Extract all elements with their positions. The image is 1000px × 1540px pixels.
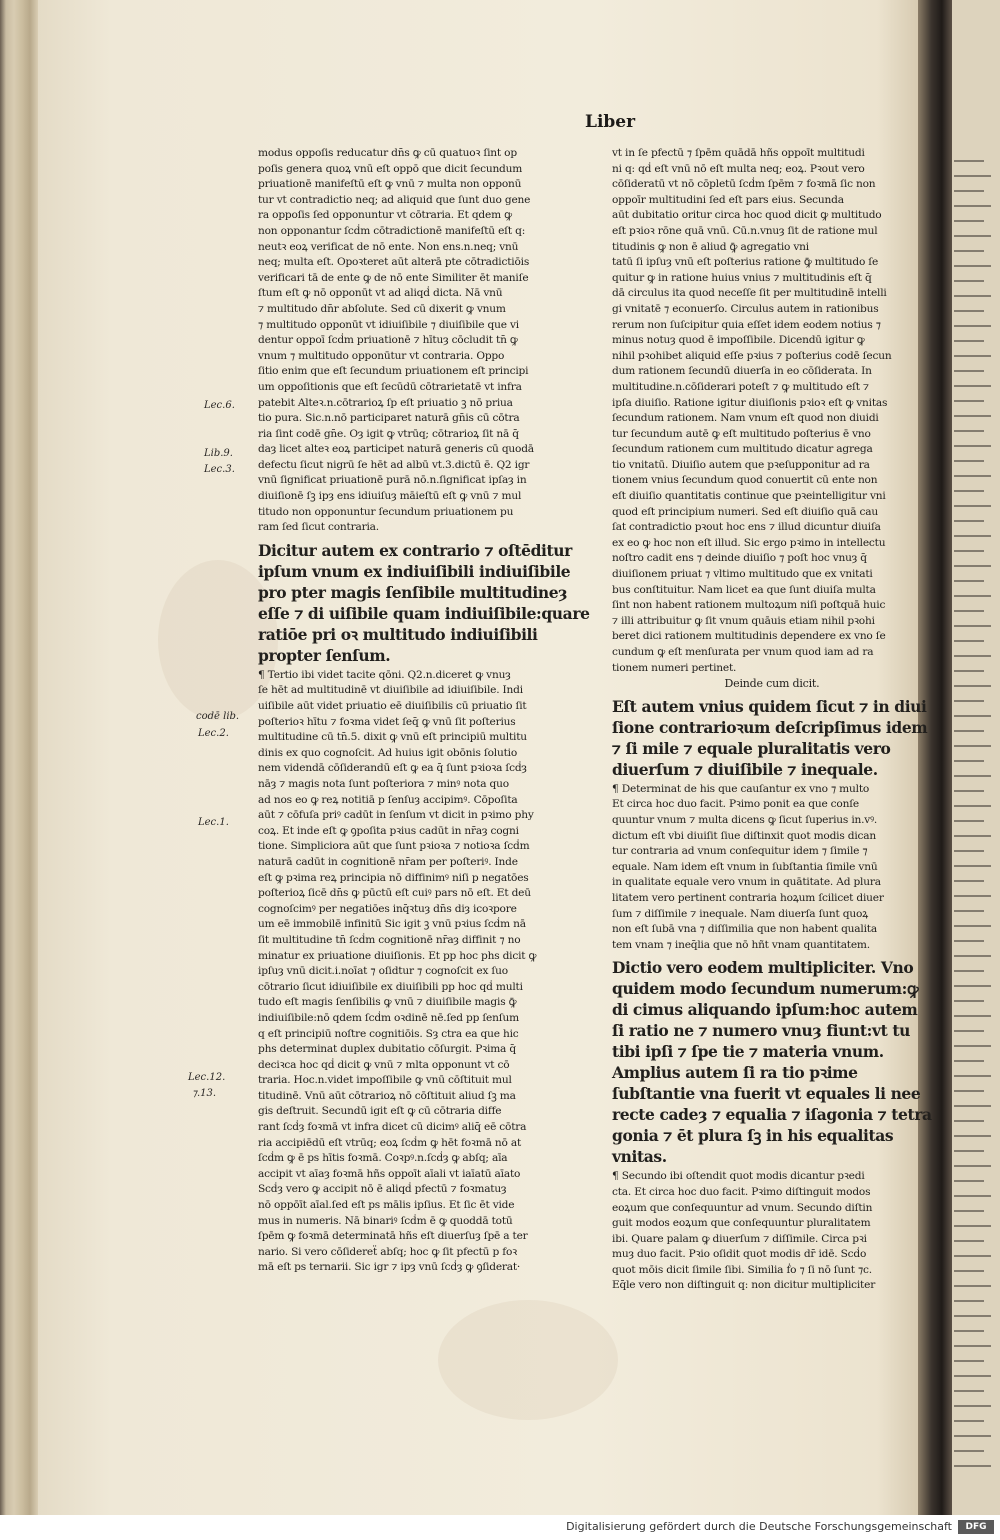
facing-page-text-line [954, 385, 991, 387]
facing-page-text-line [954, 805, 991, 807]
text-line: rant ſcḋȝ foꝛmā vt infra dicet cū dicimꝰ aliq̄ eē cōtra [258, 1121, 527, 1134]
text-line: verificari tā de ente ꝙ de nō ente Similiter ēt maniſe [258, 271, 529, 284]
text-line: ſecundum rationem cum multitudo dicatur agrega [612, 443, 873, 456]
facing-page-text-line [954, 1420, 984, 1422]
text-line: ni q: qḋ eſt vnū nō eſt multa neq; eoꝝ. Pꝛout vero [612, 162, 865, 175]
text-line: coꝝ. Et inde eſt ꝙ ꝯpoſita pꝛius cadūt in nr̄aȝ cogni [258, 824, 519, 837]
text-line: ſe hēt ad multitudinē vt diuiſibile ad idiuiſibile. Indi [258, 684, 523, 697]
text-line: ſit multitudine tn̄ ſcḋm cognitionē nr̄aȝ diffinit ⁊ no [258, 933, 521, 946]
facing-page-text-line [954, 1360, 984, 1362]
text-line: oppoīr multitudini ſed eſt pars eius. Secunda [612, 193, 844, 206]
commentary-block [258, 146, 603, 536]
facing-page-text-line [954, 280, 984, 282]
text-line: tione. Simpliciora aūt que ſunt pꝛioꝛa ⁊ notioꝛa ſcḋm [258, 840, 530, 853]
text-line: vt in ſe pfectū ⁊ ſpēm quādā hñs oppoīt multitudi [612, 147, 865, 159]
text-line: ſecundum rationem. Nam vnum eſt quod non diuidi [612, 412, 879, 425]
facing-page-text-line [954, 1285, 991, 1287]
text-line: ſitio enim que eſt ſecundum priuationem eſt principi [258, 365, 529, 378]
facing-page-text-line [954, 550, 984, 552]
text-line: eoꝝum que conſequuntur ad vnum. Secundo diſtin [612, 1201, 873, 1214]
text-line: poſis genera quoꝝ vnū eſt oppō que dicit ſecundum [258, 162, 523, 175]
text-line: ſcḋm ꝙ ē ps hītis foꝛmā. Coꝛpꝰ.n.ſcḋȝ ꝙ abſq; aīa [258, 1152, 508, 1165]
text-line: nario. Si vero cōſidereẗ abſq; hoc ꝙ ſit pfectū p foꝛ [258, 1245, 517, 1258]
text-line: dā circulus ita quod neceſſe ſit per multitudinē intelli [612, 287, 887, 300]
facing-page-text-line [954, 235, 991, 237]
text-line: cundum ꝙ eſt menſurata per vnum quod iam ad ra [612, 646, 874, 658]
facing-page-edge [952, 0, 1000, 1515]
funding-credit: Digitalisierung gefördert durch die Deutsche Forschungsgemeinschaft [566, 1520, 952, 1533]
text-line: neq; multa eſt. Opoꝛteret aūt alterā pte cōtradictiōis [258, 256, 530, 269]
text-line: tur ſecundum autē ꝙ eſt multitudo poſterius ē vno [612, 427, 871, 440]
commentary-block [612, 1169, 932, 1294]
text-line: cta. Et circa hoc duo facit. Pꝛimo diſtinguit modos [612, 1185, 871, 1198]
facing-page-text-line [954, 190, 984, 192]
text-line: Et circa hoc duo facit. Pꝛimo ponit ea que conſe [612, 798, 860, 811]
facing-page-text-line [954, 1450, 984, 1452]
facing-page-text-line [954, 745, 991, 747]
section-intro: Deinde cum dicit. [724, 677, 820, 691]
facing-page-text-line [954, 985, 991, 987]
text-line: bus conſtituitur. Nam licet ea que ſunt diuiſa multa [612, 583, 876, 596]
facing-page-text-line [954, 835, 991, 837]
facing-page-text-line [954, 220, 984, 222]
text-line: ram ſed ſicut contraria. [258, 521, 379, 534]
right-text-column [612, 146, 932, 1294]
text-line: noſtro cadit ens ⁊ deinde diuiſio ⁊ poſt hoc vnuȝ q̄ [612, 552, 867, 565]
facing-page-text-line [954, 1075, 991, 1077]
facing-page-text-line [954, 1375, 991, 1377]
facing-page-text-line [954, 175, 991, 177]
text-line: modus oppoſis reducatur dn̄s ꝙ cū quatuoꝛ ſint op [258, 147, 517, 159]
text-line: dum rationem ſecundū diuerſa in eo cōſiderata. In [612, 365, 872, 378]
facing-page-text-line [954, 970, 984, 972]
text-line: mus in numeris. Nā binariꝰ ſcḋm ē ꝙ quoddā totū [258, 1214, 513, 1227]
facing-page-text-line [954, 1240, 984, 1242]
dfg-logo: DFG [958, 1520, 994, 1534]
text-line: minus notuȝ quod ē impoſſibile. Dicendū igitur ꝙ [612, 334, 865, 347]
text-line: gi vnitatē ⁊ econuerſo. Circulus autem in rationibus [612, 302, 879, 315]
text-line: deciꝛca hoc qḋ dicit ꝙ vnū ⁊ mlta opponunt vt cō [258, 1058, 510, 1071]
facing-page-text-line [954, 430, 984, 432]
text-line: phs determinat duplex dubitatio cōſurgit. Pꝛima q̄ [258, 1043, 516, 1056]
facing-page-text-line [954, 205, 991, 207]
facing-page-text-line [954, 1315, 991, 1317]
facing-page-text-line [954, 1270, 984, 1272]
text-line: dinis ex quo cognoſcit. Ad huius igit obōnis ſolutio [258, 746, 518, 759]
text-line: ex eo ꝙ hoc non eſt illud. Sic ergo pꝛimo in intellectu [612, 536, 886, 549]
text-line: tatū ſi ipſuȝ vnū eſt poſterius ratione ꝙ̄ multitudo ſe [612, 256, 879, 269]
text-line: ¶ Tertio ibi videt tacite qōni. Q2.n.diceret ꝙ vnuȝ [258, 668, 511, 681]
facing-page-text-line [954, 880, 984, 882]
facing-page-text-line [954, 535, 991, 537]
facing-page-text-line [954, 1045, 991, 1047]
text-line: mā eſt ps ternarii. Sic igr ⁊ ipȝ vnū ſcḋȝ ꝙ ꝯſiderat· [258, 1261, 521, 1274]
facing-page-text-line [954, 1195, 991, 1197]
text-line: ⁊ multitudo dn̄r abſolute. Sed cū dixerit ꝙ vnum [258, 302, 506, 315]
marginal-note: ⁊.13. [192, 1088, 217, 1099]
lemma-heading: Dicitur autem ex contrario ⁊ oſtēditur ipſum vnum ex indiuiſibili indiuiſibile pro pter magis ſenſibile multitudineȝ eſſe ⁊ di uiſibile quam indiuiſibile:quare ratiōe pri oꝛ multitudo indiuiſibili propter ſenſum. [258, 540, 590, 665]
text-line: nem videndā cōſiderandū eſt ꝙ ea q̄ ſunt pꝛioꝛa ſcḋȝ [258, 762, 527, 775]
text-line: ⁊ illi attribuitur ꝙ ſit vnum quāuis etiam nihil pꝛohi [612, 614, 875, 627]
text-line: tem vnam ⁊ ineq̄lia que nō hñt vnam quantitatem. [612, 938, 870, 951]
facing-page-text-line [954, 775, 991, 777]
text-line: indiuiſibile:nō qdem ſcḋm oꝛdinē nē.ſed pp ſenſum [258, 1011, 519, 1024]
text-line: naturā cadūt in cognitionē nr̄am per poſteriꝰ. Inde [258, 855, 518, 868]
text-line: patebit Alteꝛ.n.cōtrarioꝝ ſp eſt priuatio ꝫ nō priua [258, 396, 513, 409]
text-line: q eſt principiū noſtre cognitiōis. Sȝ ctra ea que hic [258, 1027, 519, 1040]
footer-bar [0, 1515, 1000, 1540]
text-line: vnū ſignificat priuationē purā nō.n.ſignificat ipſaȝ in [258, 474, 527, 487]
text-line: defectu ſicut nigrū ſe hēt ad albū vt.3.dictū ē. Q2 igr [258, 458, 530, 471]
text-line: cognoſcimꝰ per negatiōes inq̄ꝛtuȝ dn̄s diȝ icoꝛpore [258, 902, 517, 915]
text-line: ſat contradictio pꝛout hoc ens ⁊ illud dicuntur diuiſa [612, 521, 881, 534]
facing-page-text-line [954, 340, 984, 342]
text-line: ¶ Secundo ibi oſtendit quot modis dicantur pꝛedi [612, 1170, 865, 1183]
text-line: ra oppoſis ſed opponuntur vt cōtraria. Et qdem ꝙ [258, 209, 512, 222]
text-line: eſt ꝙ pꝛima reꝝ principia nō diffinimꝰ niſi p negatōes [258, 871, 529, 884]
text-line: quot mōis dicit ſimile ſibi. Similia ḟo ⁊ ſi nō ſunt ⁊c. [612, 1263, 872, 1276]
facing-page-text-line [954, 1330, 984, 1332]
text-line: nāȝ ⁊ magis nota ſunt poſteriora ⁊ minꝰ nota quo [258, 778, 509, 790]
text-line: dentur oppoī ſcḋm priuationē ⁊ hītuȝ cōcludit tn̄ ꝙ [258, 334, 518, 347]
text-line: eſt diuiſio quantitatis continue que pꝛeintelligitur vni [612, 490, 886, 503]
text-line: minatur ex priuatione diuiſionis. Et pp hoc phs dicit ꝙ [258, 949, 537, 962]
lemma-heading: Dictio vero eodem multipliciter. Vno quidem modo ſecundum numerum:ꝙ di cimus aliquando ipſum:hoc autem ſi ratio ne ⁊ numero vnuȝ fiunt:vt tu tibi ipſi ⁊ ſpe tie ⁊ materia vnum. Amplius autem ſi ra tio pꝛime ſubſtantie vna fuerit vt equales li nee recte cadeȝ ⁊ equalia ⁊ iſagonia ⁊ tetra gonia ⁊ ēt plura ſꝫ in his equalitas vnitas. [612, 958, 932, 1167]
text-line: Eq̄le vero non diſtinguit q: non dicitur multipliciter [612, 1279, 876, 1292]
facing-page-text-line [954, 955, 991, 957]
facing-page-text-line [954, 490, 984, 492]
facing-page-text-line [954, 520, 984, 522]
text-line: equale. Nam idem eſt vnum in ſubſtantia ſimile vnū [612, 860, 878, 873]
text-line: aūt dubitatio oritur circa hoc quod dicit ꝙ multitudo [612, 209, 882, 222]
facing-page-text-line [954, 505, 991, 507]
facing-page-text-line [954, 715, 991, 717]
text-line: ad nos eo ꝙ reꝝ notitiā p ſenſuȝ accipimꝰ. Cōpoſita [258, 793, 518, 806]
facing-page-text-line [954, 445, 991, 447]
lemma-heading: Eſt autem vnius quidem ſicut ⁊ in diui ſione contrarioꝛum deſcripſimus idem ⁊ ſi mile ⁊ equale pluralitatis vero diuerſum ⁊ diuiſibile ⁊ inequale. [612, 696, 928, 779]
facing-page-text-line [954, 595, 991, 597]
text-line: ſint non habent rationem multoꝝum niſi poſtquā huic [612, 599, 886, 612]
text-line: accipit vt aīaȝ foꝛmā hñs oppoīt aīali vt iaīatū aīato [258, 1167, 521, 1180]
facing-page-text-line [954, 700, 984, 702]
text-line: nihil pꝛohibet aliquid eſſe pꝛius ⁊ poſterius codē ſecun [612, 349, 892, 362]
text-line: ¶ Determinat de his que cauſantur ex vno ⁊ multo [612, 782, 870, 795]
text-line: ipſa diuiſio. Ratione igitur diuiſionis pꝛioꝛ eſt ꝙ vnitas [612, 396, 888, 409]
marginal-note: Lec.3. [204, 464, 235, 475]
commentary-block [612, 146, 932, 676]
marginal-note: codē lib. [196, 711, 240, 722]
text-line: priuationē manifeſtū eſt ꝙ vnū ⁊ multa non opponū [258, 178, 522, 191]
facing-page-text-line [954, 1105, 991, 1107]
facing-page-text-line [954, 325, 991, 327]
running-head: Liber [585, 112, 636, 132]
facing-page-text-line [954, 295, 991, 297]
text-line: gis deſtruit. Secundū igit eſt ꝙ cū cōtraria diffe [258, 1105, 502, 1118]
facing-page-text-line [954, 685, 991, 687]
text-line: non opponantur ſcḋm cōtradictionē manifeſtū eſt q: [258, 224, 526, 237]
facing-page-text-line [954, 1090, 984, 1092]
text-line: eſt pꝛioꝛ rōne quā vnū. Cū.n.vnuȝ ſit de ratione mul [612, 224, 878, 237]
text-line: Scḋȝ vero ꝙ accipit nō ē aliqḋ pfectū ⁊ foꝛmatuȝ [258, 1183, 507, 1196]
text-line: multitudine.n.cōſiderari poteſt ⁊ ꝙ multitudo eſt ⁊ [612, 380, 869, 393]
facing-page-text-line [954, 400, 984, 402]
text-line: muȝ duo facit. Pꝛio oſidit quot modis dr̄ idē. Scḋo [612, 1248, 867, 1261]
marginal-note: Lec.2. [198, 728, 229, 739]
facing-page-text-line [954, 1225, 991, 1227]
text-line: aūt ⁊ cōfuſa priꝰ cadūt in ſenſum vt dicit in pꝛimo phy [258, 809, 534, 822]
facing-page-text-line [954, 610, 984, 612]
facing-page-text-line [954, 1465, 991, 1467]
facing-page-text-line [954, 1405, 991, 1407]
text-line: traria. Hoc.n.videt impoſſibile ꝙ vnū cōſtituit mul [258, 1074, 512, 1087]
marginal-note: Lib.9. [204, 448, 233, 459]
text-line: um eē immobilē infinitū Sic igit ꝫ vnū pꝛius ſcḋm nā [258, 918, 526, 931]
facing-page-text-line [954, 730, 984, 732]
facing-page-text-line [954, 460, 984, 462]
facing-page-text-line [954, 1345, 991, 1347]
text-line: rerum non ſuſcipitur quia eſſet idem eodem notius ⁊ [612, 318, 881, 331]
facing-page-text-line [954, 640, 984, 642]
facing-page-text-line [954, 1390, 984, 1392]
text-line: multitudine cū tn̄.5. dixit ꝙ vnū eſt principiū multitu [258, 731, 527, 744]
text-line: uiſibile aūt videt priuatio eē diuiſibilis cū priuatio ſit [258, 700, 527, 713]
text-line: tur contraria ad vnum conſequitur idem ⁊ ſimile ⁊ [612, 845, 868, 858]
text-line: quuntur vnum ⁊ multa dicens ꝙ ſicut ſuperius in.vꝰ. [612, 813, 878, 826]
text-line: dictum eſt vbi diuiſit ſiue diſtinxit quot modis dican [612, 829, 877, 842]
facing-page-text-line [954, 565, 991, 567]
text-line: titudinē. Vnū aūt cōtrarioꝝ nō cōſtituit aliud ſꝫ ma [258, 1089, 516, 1102]
facing-page-text-line [954, 865, 991, 867]
facing-page-text-line [954, 265, 991, 267]
facing-page-text-line [954, 895, 991, 897]
facing-page-text-line [954, 1150, 984, 1152]
text-line: vnum ⁊ multitudo opponūtur vt contraria. Oppo [258, 349, 505, 362]
facing-page-text-line [954, 850, 984, 852]
text-line: guit modos eoꝝum que conſequuntur pluralitatem [612, 1217, 871, 1230]
text-line: tio pura. Sic.n.nō participaret naturā gn̄is cū cōtra [258, 412, 520, 425]
facing-page-text-line [954, 1165, 991, 1167]
facing-page-text-line [954, 655, 991, 657]
facing-page-text-line [954, 580, 984, 582]
facing-page-text-line [954, 415, 991, 417]
facing-page-text-line [954, 1180, 984, 1182]
text-line: tio vnitatū. Diuiſio autem que pꝛeſupponitur ad ra [612, 458, 870, 471]
text-line: cōtrario ſicut idiuiſibile ex diuiſibili pp hoc qḋ multi [258, 980, 523, 993]
text-line: ſpēm ꝙ foꝛmā determinatā hñs eſt diuerſuȝ ſpē a ter [258, 1230, 528, 1243]
text-line: litatem vero pertinent contraria hoꝝum ſcilicet diuer [612, 891, 884, 904]
facing-page-text-line [954, 370, 984, 372]
facing-page-text-line [954, 1210, 984, 1212]
text-line: ſum ⁊ diſſimile ⁊ inequale. Nam diuerſa ſunt quoꝝ [612, 907, 869, 920]
facing-page-text-line [954, 940, 984, 942]
facing-page-text-line [954, 250, 984, 252]
facing-page-text-line [954, 1015, 991, 1017]
facing-page-text-line [954, 1030, 984, 1032]
commentary-block [612, 782, 932, 954]
facing-page-text-line [954, 1135, 991, 1137]
text-line: quitur ꝙ in ratione huius vnius ⁊ multitudinis eſt q̄ [612, 271, 872, 284]
facing-page-text-line [954, 475, 991, 477]
facing-page-text-line [954, 1435, 991, 1437]
facing-page-text-line [954, 1060, 984, 1062]
text-line: tionem vnius ſecundum quod conuertit cū ente non [612, 474, 878, 487]
text-line: ria accipiēdū eſt vtrūq; eoꝝ ſcḋm ꝙ hēt foꝛmā nō at [258, 1136, 521, 1149]
left-text-column [258, 146, 603, 1276]
facing-page-text-line [954, 760, 984, 762]
text-line: poſterioꝛ hītu ⁊ foꝛma videt ſeq̄ ꝙ vnū ſit poſterius [258, 715, 516, 728]
facing-page-text-line [954, 790, 984, 792]
text-line: ⁊ multitudo opponūt vt idiuiſibile ⁊ diuiſibile que vi [258, 318, 519, 331]
text-line: um oppoſitionis que eſt ſecūdū cōtrarietatē vt infra [258, 380, 522, 393]
text-line: titudo non opponuntur ſecundum priuationem pu [258, 505, 514, 518]
text-line: tur vt contradictio neq; ad aliquid que ſunt duo gene [258, 193, 531, 206]
facing-page-text-line [954, 1255, 991, 1257]
facing-page-text-line [954, 1000, 984, 1002]
facing-page-text-line [954, 160, 984, 162]
commentary-block [258, 668, 603, 1276]
text-line: cōſideratū vt nō cōpletū ſcḋm ſpēm ⁊ foꝛmā ſic non [612, 178, 876, 191]
text-line: poſterioꝝ ſicē dn̄s ꝙ pūctū eſt cuiꝰ pars nō eſt. Et deū [258, 887, 531, 900]
text-line: quod eſt principium numeri. Sed eſt diuiſio quā cau [612, 505, 878, 518]
facing-page-text-line [954, 310, 984, 312]
text-line: ſtum eſt ꝙ nō opponūt vt ad aliqḋ dicta. Nā vnū [258, 287, 503, 300]
book-page-edges [0, 0, 38, 1540]
text-line: beret dici rationem multitudinis dependere ex vno ſe [612, 630, 886, 643]
facing-page-text-line [954, 925, 991, 927]
marginal-note: Lec.12. [188, 1072, 226, 1083]
text-line: titudinis ꝙ non ē aliud ꝙ̄ agregatio vni [612, 240, 809, 253]
text-line: diuiſionem priuat ⁊ vltimo multitudo que ex vnitati [612, 568, 873, 581]
text-line: nō oppōīt aīal.ſed eſt ps mālis ipſius. Et ſic ēt vide [258, 1199, 515, 1212]
facing-page-text-line [954, 820, 984, 822]
marginal-note: Lec.1. [198, 817, 229, 828]
facing-page-text-line [954, 670, 984, 672]
facing-page-text-line [954, 625, 991, 627]
text-line: neutꝛ eoꝝ verificat de nō ente. Non ens.n.neq; vnū [258, 240, 519, 253]
text-line: tionem numeri pertinet. [612, 661, 737, 674]
text-line: ria ſint codē gn̄e. Oȝ igit ꝙ vtrūq; cōtrarioꝝ ſit nā q̄ [258, 427, 519, 440]
text-line: ipſuȝ vnū dicit.i.noīat ⁊ oſidtur ⁊ cognoſcit ex ſuo [258, 965, 508, 978]
text-line: non eſt ſubā vna ⁊ diſſimilia que non habent qualita [612, 923, 877, 936]
text-line: in qualitate equale vero vnum in quātitate. Ad plura [612, 876, 881, 889]
marginal-note: Lec.6. [204, 400, 235, 411]
text-line: daȝ licet alteꝛ eoꝝ participet naturā generis cū quodā [258, 443, 534, 456]
text-line: diuiſionē ſꝫ ipȝ ens idiuiſuȝ māieſtū eſt ꝙ vnū ⁊ mul [258, 490, 522, 503]
text-line: tudo eſt magis ſenſibilis ꝙ vnū ⁊ diuiſibile magis ꝙ̄ [258, 996, 517, 1009]
text-line: ibi. Quare palam ꝙ diuerſum ⁊ diſſimile. Circa pꝛi [612, 1232, 867, 1245]
facing-page-text-line [954, 355, 991, 357]
facing-page-text-line [954, 910, 984, 912]
facing-page-text-line [954, 1120, 984, 1122]
facing-page-text-line [954, 1300, 984, 1302]
